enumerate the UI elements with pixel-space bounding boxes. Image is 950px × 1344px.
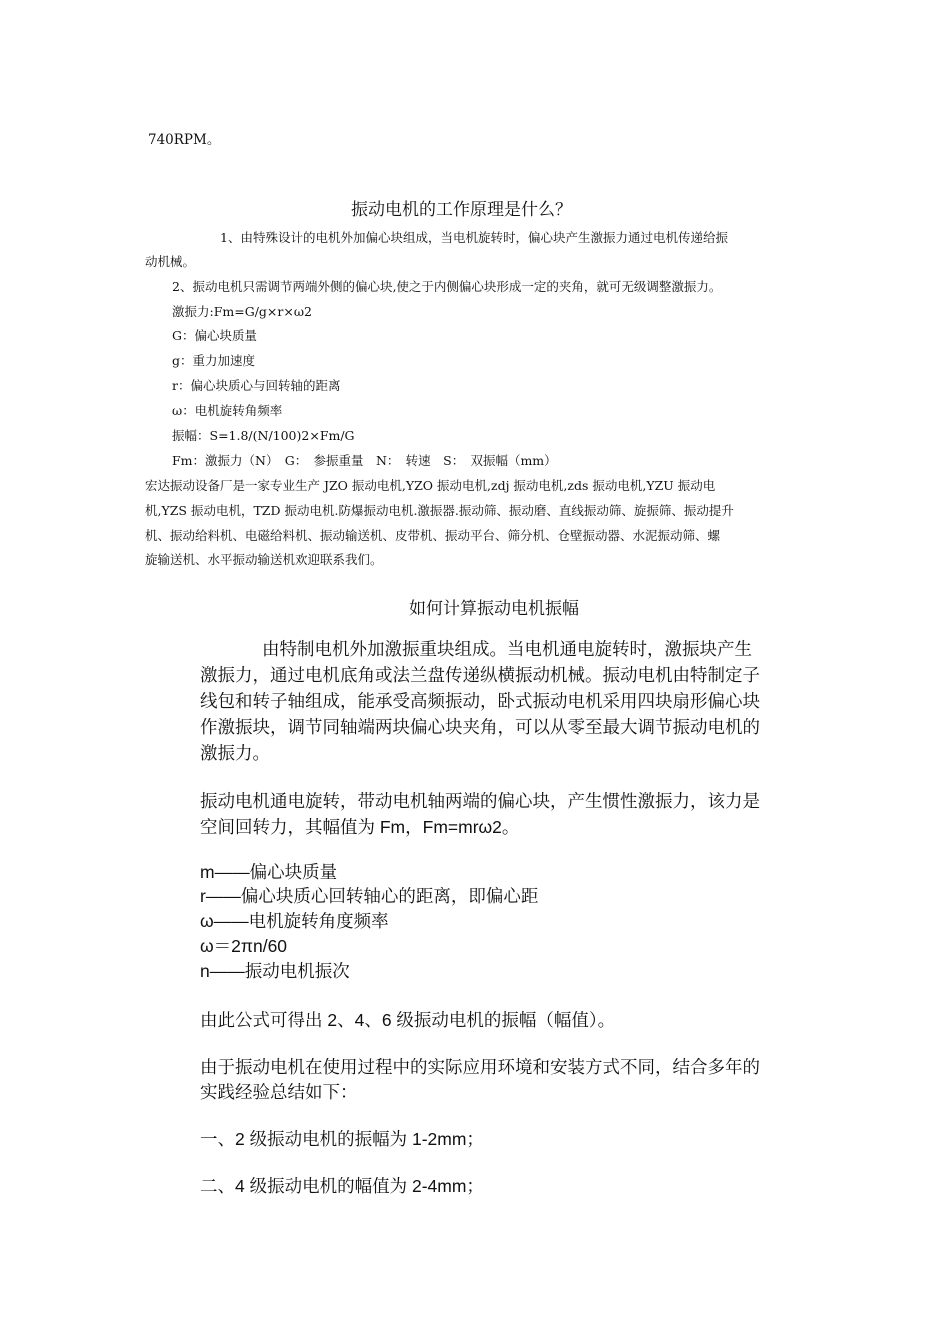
def-m: m——偏心块质量	[200, 862, 338, 882]
def-n: n——振动电机振次	[200, 961, 350, 981]
amplitude-formula: 振幅：S=1.8/(N/100)2×Fm/G	[172, 428, 355, 443]
def-g: g：重力加速度	[172, 353, 256, 368]
section1-p2: 2、振动电机只需调节两端外侧的偏心块,使之于内侧偏心块形成一定的夹角，就可无级调整激振力。	[172, 279, 722, 294]
intro-line-2: 激振力，通过电机底角或法兰盘传递纵横振动机械。振动电机由特制定子	[200, 666, 760, 686]
symbol-legend: Fm：激振力（N） G： 参振重量 N： 转速 S： 双振幅（mm）	[172, 453, 557, 468]
item-2: 二、4 级振动电机的幅值为 2-4mm；	[200, 1176, 484, 1196]
def-omega: ω：电机旋转角频率	[172, 403, 283, 418]
intro-line-1: 由特制电机外加激振重块组成。当电机通电旋转时，激振块产生	[262, 640, 752, 660]
company-line-4: 旋输送机、水平振动输送机欢迎联系我们。	[145, 552, 383, 567]
section1-p1-line1: 1、由特殊设计的电机外加偏心块组成，当电机旋转时，偏心块产生激振力通过电机传递给振	[220, 230, 728, 245]
p4-line-2: 实践经验总结如下：	[200, 1082, 358, 1102]
company-line-2: 机,YZS 振动电机，TZD 振动电机.防爆振动电机.激振器.振动筛、振动磨、直线振动筛、旋振筛、振动提升	[145, 503, 734, 518]
p4-line-1: 由于振动电机在使用过程中的实际应用环境和安装方式不同，结合多年的	[200, 1057, 760, 1077]
omega-formula: ω＝2πn/60	[200, 936, 288, 956]
p2-line-2: 空间回转力，其幅值为 Fm，Fm=mrω2。	[200, 817, 520, 837]
intro-line-3: 线包和转子轴组成，能承受高频振动，卧式振动电机采用四块扇形偏心块	[200, 692, 760, 712]
def-G: G：偏心块质量	[172, 328, 257, 343]
section2-title: 如何计算振动电机振幅	[409, 599, 579, 619]
top-fragment: 740RPM。	[148, 132, 221, 148]
formula: 激振力:Fm=G/g×r×ω2	[172, 304, 312, 319]
company-line-1: 宏达振动设备厂是一家专业生产 JZO 振动电机,YZO 振动电机,zdj 振动电机,zds 振动电机,YZU 振动电	[145, 478, 716, 493]
item-1: 一、2 级振动电机的振幅为 1-2mm；	[200, 1129, 484, 1149]
intro-line-5: 激振力。	[200, 744, 270, 764]
section1-p1-line2: 动机械。	[145, 254, 196, 269]
def-r-eccentric: r——偏心块质心回转轴心的距离，即偏心距	[200, 886, 539, 906]
company-line-3: 机、振动给料机、电磁给料机、振动输送机、皮带机、振动平台、筛分机、仓壁振动器、水泥振动筛、螺	[145, 528, 721, 543]
p2-line-1: 振动电机通电旋转，带动电机轴两端的偏心块，产生惯性激振力，该力是	[200, 791, 760, 811]
intro-line-4: 作激振块，调节同轴端两块偏心块夹角，可以从零至最大调节振动电机的	[200, 718, 760, 738]
def-r: r：偏心块质心与回转轴的距离	[172, 378, 341, 393]
def-omega-angular: ω——电机旋转角度频率	[200, 911, 389, 931]
p3: 由此公式可得出 2、4、6 级振动电机的振幅（幅值）。	[200, 1010, 616, 1030]
section1-title: 振动电机的工作原理是什么？	[351, 200, 572, 220]
